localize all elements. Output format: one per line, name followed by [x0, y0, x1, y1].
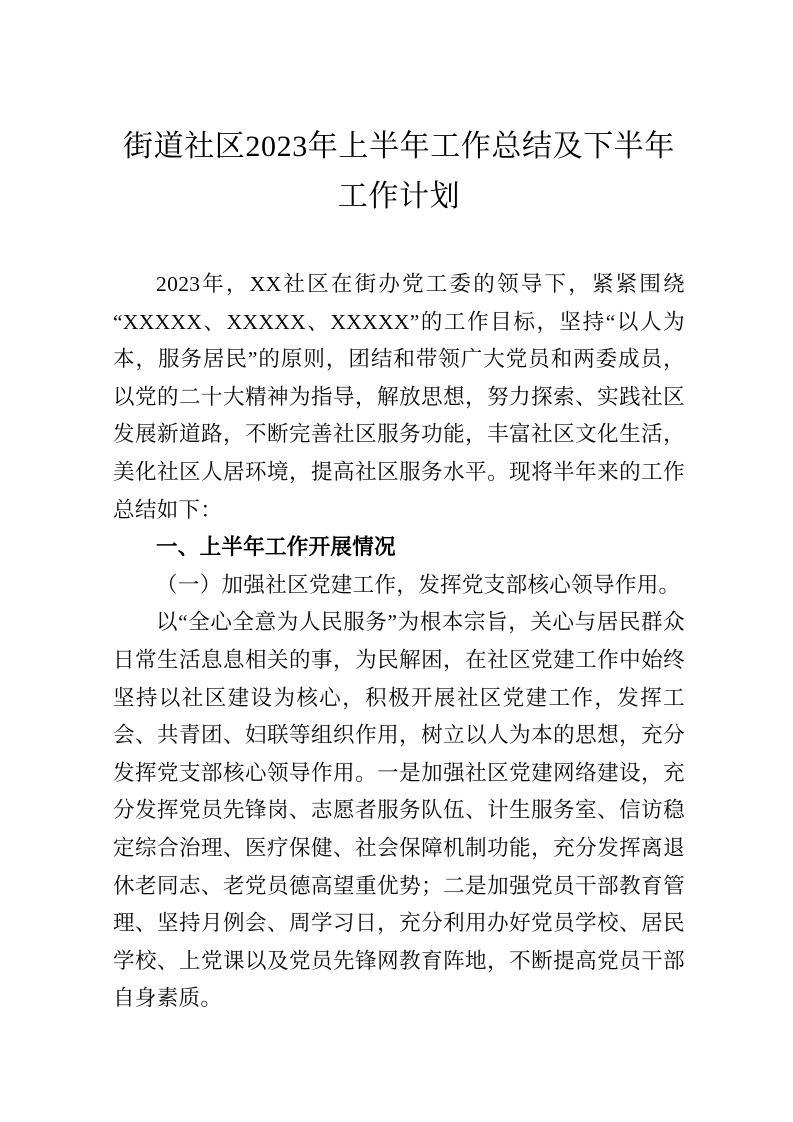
section-heading-1: 一、上半年工作开展情况 [156, 535, 396, 560]
page-title-line-1: 街道社区2023年上半年工作总结及下半年 [123, 130, 675, 163]
page-title-line-2: 工作计划 [337, 180, 461, 213]
paragraph-section-1-1-body: 以“全心全意为人民服务”为根本宗旨，关心与居民群众日常生活息息相关的事，为民解困，在社区党建工作中始终坚持以社区建设为核心，积极开展社区党建工作，发挥工会、共青团、妇联等组织作用，树立以人为本的思想，充分发挥党支部核心领导作用。一是加强社区党建网络建设，充分发挥党员先锋岗、志愿者服务队伍、计生服务室、信访稳定综合治理、医疗保健、社会保障机制功能，充分发挥离退休老同志、老党员德高望重优势；二是加强党员干部教育管理、坚持月例会、周学习日，充分利用办好党员学校、居民学校、上党课以及党员先锋网教育阵地，不断提高党员干部自身素质。 [113, 610, 685, 1011]
paragraph-intro: 2023年，XX社区在街办党工委的领导下，紧紧围绕“XXXXX、XXXXX、XXXXX”的工作目标，坚持“以人为本，服务居民”的原则，团结和带领广大党员和两委成员，以党的二十大精神为指导，解放思想，努力探索、实践社区发展新道路，不断完善社区服务功能，丰富社区文化生活，美化社区人居环境，提高社区服务水平。现将半年来的工作总结如下： [113, 272, 685, 522]
subsection-heading-1-1: （一）加强社区党建工作，发挥党支部核心领导作用。 [156, 572, 681, 597]
page-title [113, 0, 685, 222]
document-text-column [113, 0, 685, 1018]
